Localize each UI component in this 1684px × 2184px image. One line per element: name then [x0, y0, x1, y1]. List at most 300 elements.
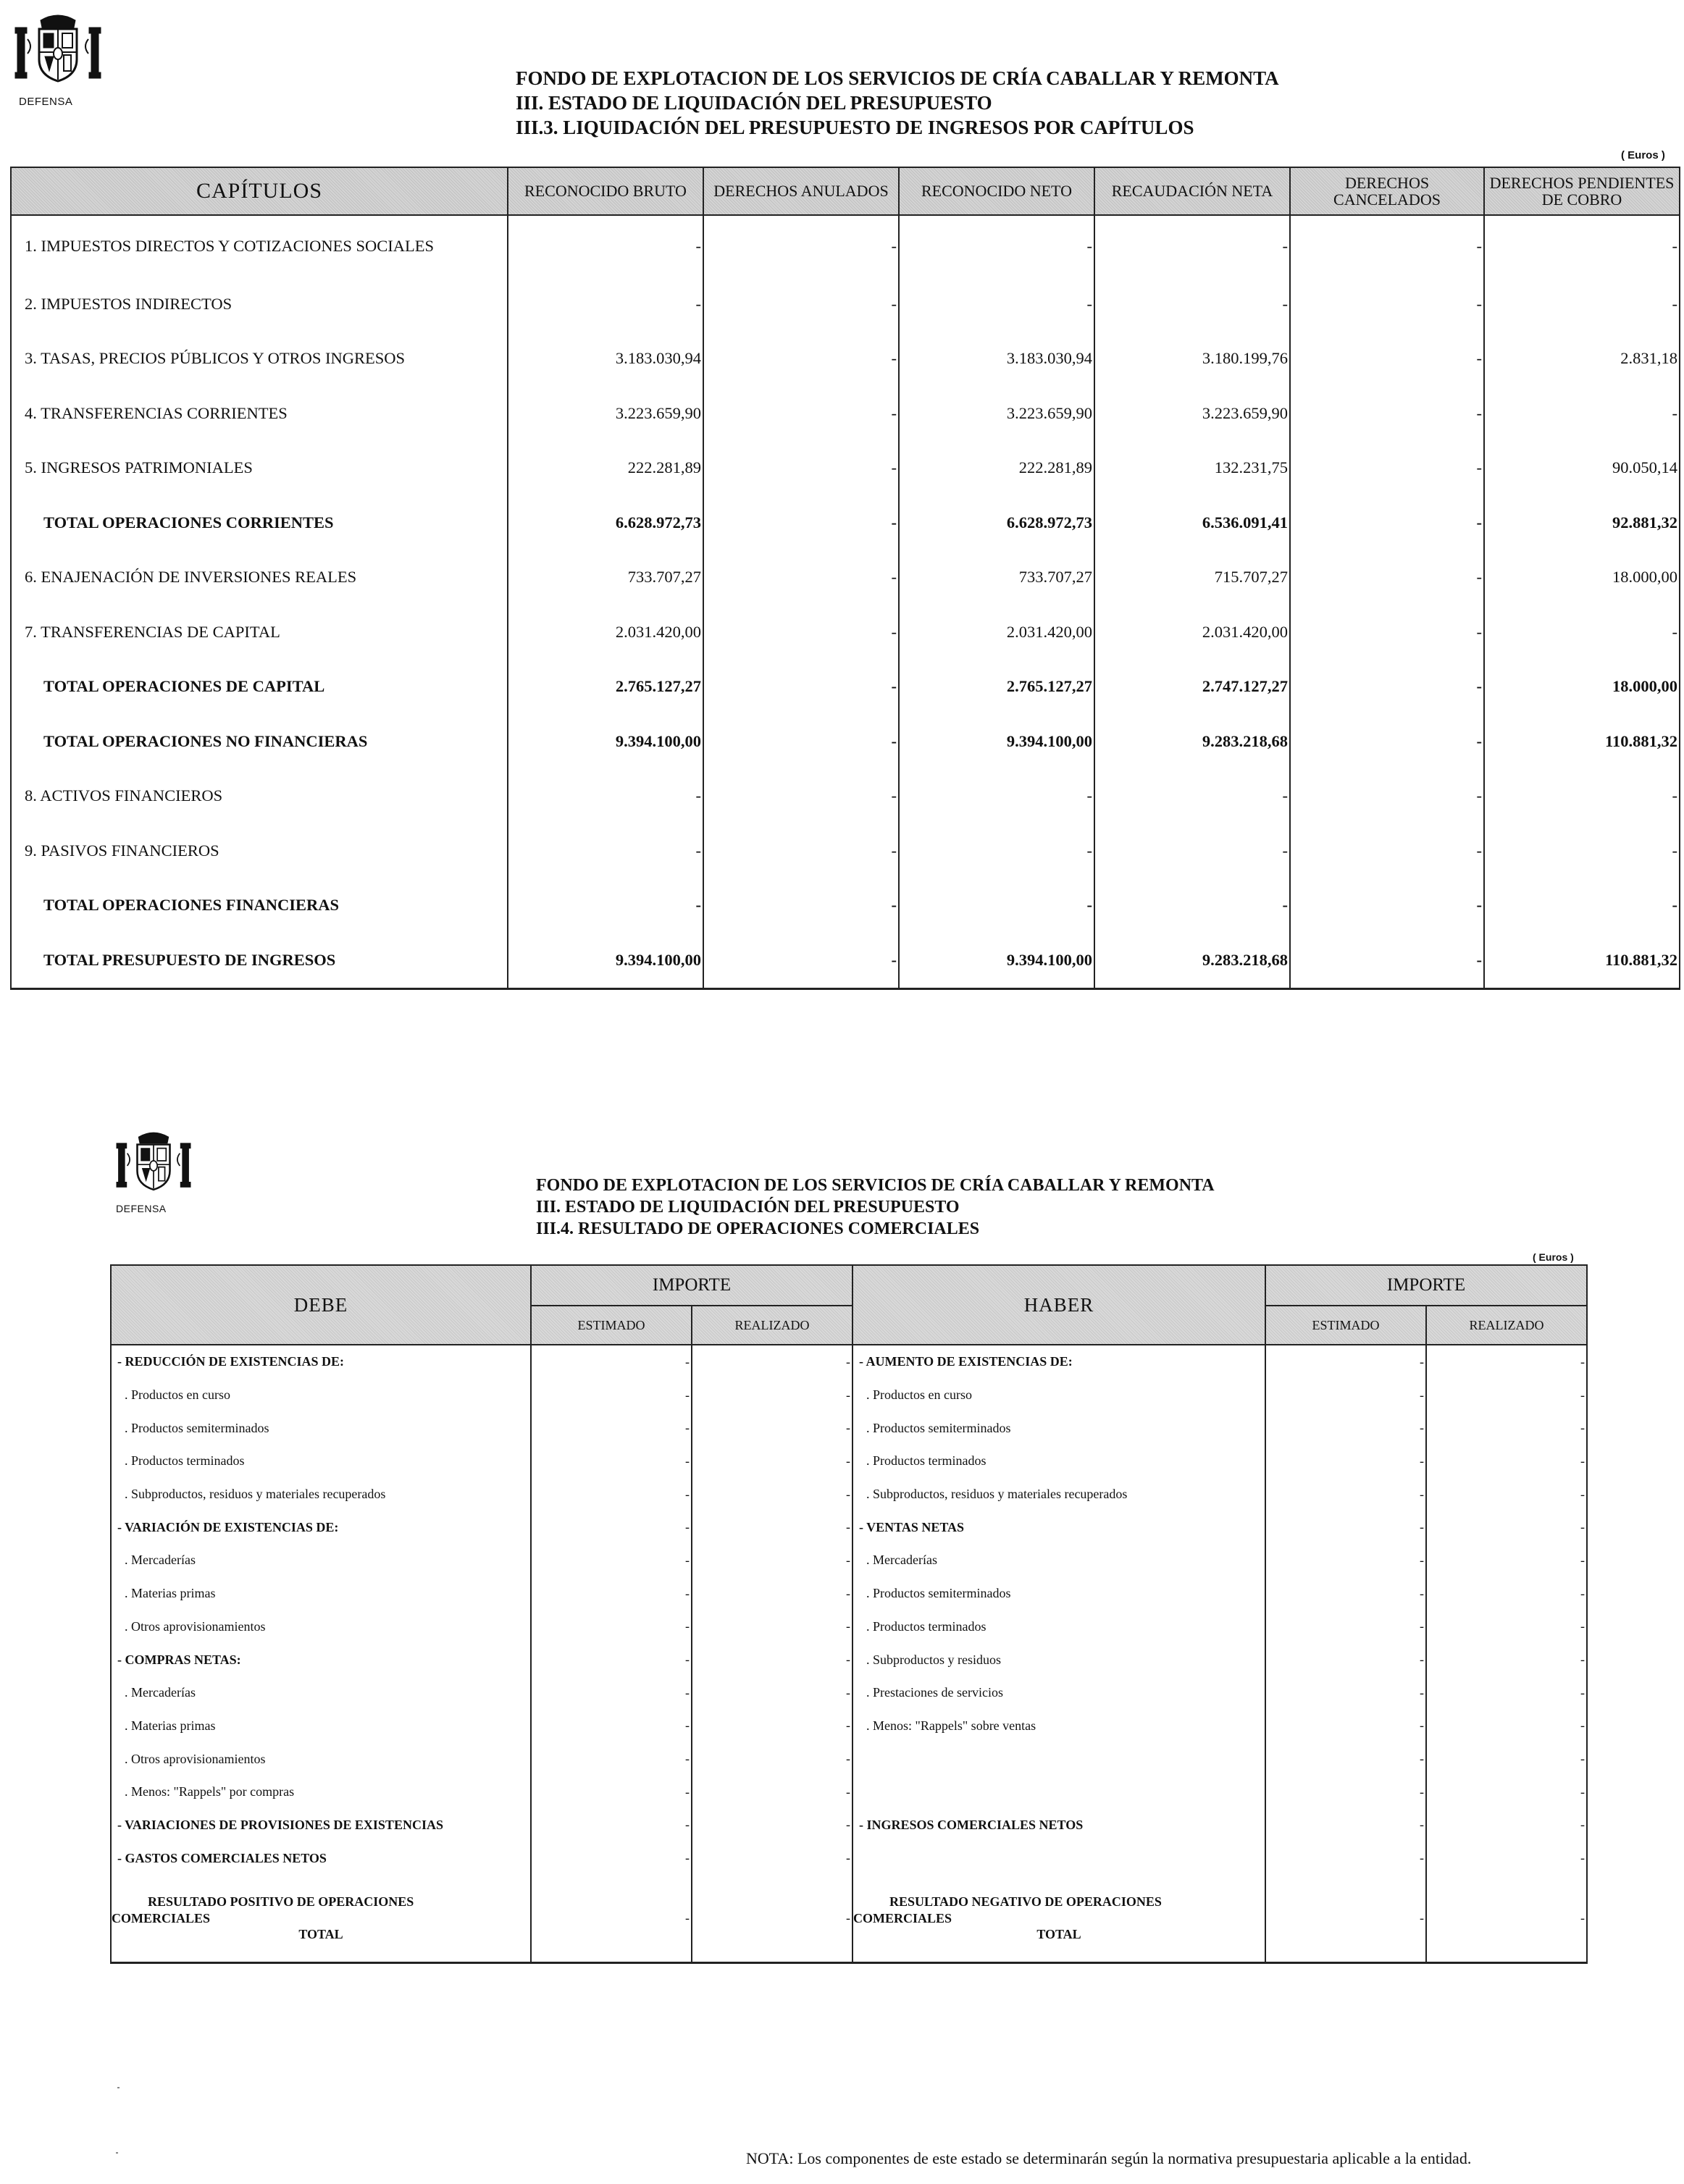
account-label: [853, 1776, 1265, 1809]
empty-value-dash: -: [891, 950, 897, 969]
account-label: . Productos terminados: [853, 1610, 1265, 1644]
table-row: [11, 823, 1680, 878]
column-header: RECONOCIDO NETO: [899, 167, 1094, 215]
empty-value-dash: -: [1282, 896, 1288, 915]
empty-value-dash: -: [1420, 1718, 1424, 1733]
coat-of-arms-emblem: [13, 10, 103, 85]
empty-value-dash: -: [846, 1784, 850, 1799]
amount-cell: [531, 1643, 692, 1676]
empty-value-dash: -: [891, 731, 897, 750]
row-label: 8. ACTIVOS FINANCIEROS: [11, 769, 508, 824]
empty-value-dash: -: [1672, 896, 1677, 915]
table-header-row: [11, 167, 1680, 215]
value-cell: [1290, 215, 1484, 277]
account-label: . Productos terminados: [111, 1445, 531, 1478]
empty-value-dash: -: [685, 1817, 690, 1832]
result-label: [853, 1875, 1265, 1963]
account-label: - COMPRAS NETAS:: [111, 1643, 531, 1676]
empty-value-dash: -: [695, 786, 701, 805]
empty-value-dash: -: [685, 1784, 690, 1799]
amount-cell: [531, 1577, 692, 1610]
value-cell: 6.628.972,73: [508, 495, 703, 550]
row-label: 2. IMPUESTOS INDIRECTOS: [11, 277, 508, 332]
account-label: . Otros aprovisionamientos: [111, 1742, 531, 1776]
amount-cell: [1426, 1676, 1587, 1710]
value-cell: [1290, 332, 1484, 387]
value-cell: [899, 769, 1094, 824]
amount-cell: [1426, 1445, 1587, 1478]
empty-value-dash: -: [1420, 1519, 1424, 1534]
column-header: RECAUDACIÓN NETA: [1094, 167, 1290, 215]
column-header: DERECHOS ANULADOS: [703, 167, 899, 215]
value-cell: [703, 660, 899, 715]
empty-value-dash: -: [1580, 1553, 1585, 1568]
empty-value-dash: -: [685, 1685, 690, 1700]
value-cell: 2.747.127,27: [1094, 660, 1290, 715]
value-cell: 222.281,89: [508, 441, 703, 496]
realizado-header: REALIZADO: [1426, 1306, 1587, 1345]
debe-header: DEBE: [111, 1265, 531, 1345]
amount-cell: [1265, 1809, 1426, 1842]
value-cell: 3.183.030,94: [899, 332, 1094, 387]
account-label: . Mercaderías: [111, 1676, 531, 1710]
result-label-line: COMERCIALES: [853, 1910, 952, 1925]
account-label: [853, 1742, 1265, 1776]
empty-value-dash: -: [685, 1487, 690, 1502]
result-row: [111, 1875, 1587, 1963]
estimado-header: ESTIMADO: [531, 1306, 692, 1345]
empty-value-dash: -: [685, 1850, 690, 1865]
value-cell: 3.223.659,90: [899, 386, 1094, 441]
empty-value-dash: -: [1580, 1420, 1585, 1435]
empty-value-dash: -: [846, 1751, 850, 1766]
empty-value-dash: -: [1672, 294, 1677, 313]
amount-cell: [1265, 1577, 1426, 1610]
value-cell: 2.031.420,00: [899, 605, 1094, 660]
empty-value-dash: -: [1282, 786, 1288, 805]
amount-cell: [531, 1710, 692, 1743]
value-cell: [1484, 386, 1680, 441]
report-title-line: III. ESTADO DE LIQUIDACIÓN DEL PRESUPUESTO: [536, 1198, 960, 1217]
amount-cell: [692, 1379, 853, 1412]
amount-cell: [1426, 1776, 1587, 1809]
table-row: [111, 1742, 1587, 1776]
amount-cell: [1265, 1478, 1426, 1511]
value-cell: 110.881,32: [1484, 714, 1680, 769]
account-label: - GASTOS COMERCIALES NETOS: [111, 1841, 531, 1875]
value-cell: 715.707,27: [1094, 550, 1290, 605]
amount-cell: [531, 1875, 692, 1963]
value-cell: [508, 215, 703, 277]
empty-value-dash: -: [1580, 1519, 1585, 1534]
table-row: [111, 1776, 1587, 1809]
value-cell: 9.394.100,00: [508, 933, 703, 988]
account-label: . Materias primas: [111, 1577, 531, 1610]
amount-cell: [531, 1379, 692, 1412]
value-cell: [1484, 769, 1680, 824]
column-header: DERECHOS CANCELADOS: [1290, 167, 1484, 215]
empty-value-dash: -: [1420, 1652, 1424, 1667]
account-label: . Productos terminados: [853, 1445, 1265, 1478]
empty-value-dash: -: [1420, 1910, 1424, 1925]
value-cell: [508, 277, 703, 332]
empty-value-dash: -: [846, 1487, 850, 1502]
amount-cell: [1426, 1511, 1587, 1544]
scan-speck: [116, 2152, 118, 2154]
amount-cell: [531, 1776, 692, 1809]
value-cell: [703, 332, 899, 387]
report-title-line: III.4. RESULTADO DE OPERACIONES COMERCIALES: [536, 1219, 980, 1238]
empty-value-dash: -: [1476, 349, 1482, 368]
amount-cell: [531, 1411, 692, 1445]
amount-cell: [1426, 1841, 1587, 1875]
amount-cell: [692, 1345, 853, 1379]
value-cell: 9.283.218,68: [1094, 933, 1290, 988]
result-label-line: RESULTADO NEGATIVO DE OPERACIONES: [889, 1894, 1162, 1910]
amount-cell: [1426, 1610, 1587, 1644]
empty-value-dash: -: [695, 896, 701, 915]
table-row: [11, 386, 1680, 441]
amount-cell: [1426, 1544, 1587, 1577]
empty-value-dash: -: [1420, 1751, 1424, 1766]
amount-cell: [1265, 1875, 1426, 1963]
empty-value-dash: -: [1420, 1817, 1424, 1832]
empty-value-dash: -: [891, 294, 897, 313]
value-cell: [1290, 277, 1484, 332]
amount-cell: [1426, 1577, 1587, 1610]
empty-value-dash: -: [1086, 841, 1092, 860]
table-row: [111, 1478, 1587, 1511]
amount-cell: [1265, 1841, 1426, 1875]
realizado-header: REALIZADO: [692, 1306, 853, 1345]
value-cell: [703, 605, 899, 660]
account-label: [853, 1841, 1265, 1875]
table-row: [111, 1577, 1587, 1610]
account-label: . Productos semiterminados: [111, 1411, 531, 1445]
amount-cell: [531, 1610, 692, 1644]
value-cell: [703, 714, 899, 769]
amount-cell: [1426, 1875, 1587, 1963]
value-cell: [1094, 769, 1290, 824]
amount-cell: [692, 1841, 853, 1875]
empty-value-dash: -: [685, 1387, 690, 1403]
empty-value-dash: -: [1476, 841, 1482, 860]
value-cell: [899, 878, 1094, 933]
amount-cell: [1265, 1445, 1426, 1478]
table-row: [111, 1345, 1587, 1379]
table-row: [111, 1544, 1587, 1577]
amount-cell: [531, 1445, 692, 1478]
value-cell: 733.707,27: [508, 550, 703, 605]
empty-value-dash: -: [846, 1453, 850, 1469]
row-label: 4. TRANSFERENCIAS CORRIENTES: [11, 386, 508, 441]
table-row: [11, 277, 1680, 332]
empty-value-dash: -: [1420, 1784, 1424, 1799]
empty-value-dash: -: [1420, 1850, 1424, 1865]
table-row: [11, 933, 1680, 988]
value-cell: [1290, 933, 1484, 988]
empty-value-dash: -: [1580, 1354, 1585, 1369]
empty-value-dash: -: [1420, 1685, 1424, 1700]
table-row: [111, 1841, 1587, 1875]
amount-cell: [531, 1809, 692, 1842]
empty-value-dash: -: [685, 1618, 690, 1634]
report-title-block: [536, 1175, 1215, 1240]
table-row: [11, 332, 1680, 387]
value-cell: [1290, 878, 1484, 933]
account-label: . Subproductos, residuos y materiales recuperados: [111, 1478, 531, 1511]
account-label: . Productos en curso: [853, 1379, 1265, 1412]
table-row: [11, 550, 1680, 605]
empty-value-dash: -: [685, 1453, 690, 1469]
amount-cell: [692, 1776, 853, 1809]
value-cell: 222.281,89: [899, 441, 1094, 496]
report-title-line: FONDO DE EXPLOTACION DE LOS SERVICIOS DE CRÍA CABALLAR Y REMONTA: [536, 1176, 1215, 1195]
empty-value-dash: -: [1580, 1685, 1585, 1700]
amount-cell: [531, 1511, 692, 1544]
value-cell: [1094, 277, 1290, 332]
value-cell: [1290, 495, 1484, 550]
value-cell: 733.707,27: [899, 550, 1094, 605]
report-title-block: [516, 67, 1279, 140]
empty-value-dash: -: [1476, 458, 1482, 477]
result-label-line: TOTAL: [298, 1927, 343, 1942]
table-row: [111, 1511, 1587, 1544]
amount-cell: [692, 1577, 853, 1610]
value-cell: [703, 550, 899, 605]
empty-value-dash: -: [1476, 513, 1482, 532]
amount-cell: [692, 1610, 853, 1644]
amount-cell: [692, 1511, 853, 1544]
account-label: . Mercaderías: [853, 1544, 1265, 1577]
table-header-row: [111, 1265, 1587, 1306]
value-cell: 18.000,00: [1484, 660, 1680, 715]
empty-value-dash: -: [1476, 677, 1482, 696]
table-row: [11, 605, 1680, 660]
value-cell: 2.831,18: [1484, 332, 1680, 387]
empty-value-dash: -: [1420, 1586, 1424, 1601]
empty-value-dash: -: [1476, 294, 1482, 313]
empty-value-dash: -: [1672, 622, 1677, 641]
value-cell: [1290, 660, 1484, 715]
empty-value-dash: -: [685, 1553, 690, 1568]
empty-value-dash: -: [891, 896, 897, 915]
currency-unit-label: ( Euros ): [1533, 1251, 1574, 1263]
value-cell: [1484, 277, 1680, 332]
empty-value-dash: -: [1086, 896, 1092, 915]
currency-unit-label: ( Euros ): [1621, 149, 1665, 161]
value-cell: [1290, 550, 1484, 605]
empty-value-dash: -: [891, 513, 897, 532]
row-label: 7. TRANSFERENCIAS DE CAPITAL: [11, 605, 508, 660]
value-cell: [703, 386, 899, 441]
result-label-line: RESULTADO POSITIVO DE OPERACIONES: [148, 1894, 414, 1910]
table-row: [11, 441, 1680, 496]
empty-value-dash: -: [1420, 1420, 1424, 1435]
empty-value-dash: -: [1580, 1586, 1585, 1601]
value-cell: 18.000,00: [1484, 550, 1680, 605]
row-label: TOTAL OPERACIONES FINANCIERAS: [11, 878, 508, 933]
empty-value-dash: -: [846, 1387, 850, 1403]
budget-income-table: [10, 167, 1680, 990]
empty-value-dash: -: [1580, 1618, 1585, 1634]
empty-value-dash: -: [1420, 1354, 1424, 1369]
empty-value-dash: -: [695, 237, 701, 255]
ministry-label: DEFENSA: [19, 96, 73, 108]
value-cell: [1094, 823, 1290, 878]
value-cell: [1290, 714, 1484, 769]
value-cell: 6.628.972,73: [899, 495, 1094, 550]
account-label: . Subproductos, residuos y materiales recuperados: [853, 1478, 1265, 1511]
report-title-line: III.3. LIQUIDACIÓN DEL PRESUPUESTO DE INGRESOS POR CAPÍTULOS: [516, 116, 1194, 138]
empty-value-dash: -: [846, 1718, 850, 1733]
value-cell: [508, 878, 703, 933]
commercial-operations-table: [110, 1264, 1588, 1964]
empty-value-dash: -: [1420, 1453, 1424, 1469]
empty-value-dash: -: [846, 1685, 850, 1700]
value-cell: [1484, 215, 1680, 277]
empty-value-dash: -: [685, 1354, 690, 1369]
value-cell: [1484, 823, 1680, 878]
amount-cell: [1265, 1379, 1426, 1412]
account-label: - REDUCCIÓN DE EXISTENCIAS DE:: [111, 1345, 531, 1379]
amount-cell: [531, 1841, 692, 1875]
amount-cell: [1265, 1345, 1426, 1379]
empty-value-dash: -: [1420, 1487, 1424, 1502]
table-row: [11, 660, 1680, 715]
empty-value-dash: -: [1580, 1910, 1585, 1925]
row-label: 1. IMPUESTOS DIRECTOS Y COTIZACIONES SOCIALES: [11, 215, 508, 277]
empty-value-dash: -: [891, 677, 897, 696]
amount-cell: [692, 1710, 853, 1743]
table-row: [11, 215, 1680, 277]
empty-value-dash: -: [891, 403, 897, 422]
empty-value-dash: -: [891, 568, 897, 587]
table-row: [111, 1676, 1587, 1710]
account-label: - INGRESOS COMERCIALES NETOS: [853, 1809, 1265, 1842]
value-cell: 2.031.420,00: [508, 605, 703, 660]
importe-header: IMPORTE: [531, 1265, 853, 1306]
empty-value-dash: -: [846, 1519, 850, 1534]
empty-value-dash: -: [846, 1420, 850, 1435]
value-cell: [703, 933, 899, 988]
empty-value-dash: -: [685, 1751, 690, 1766]
row-label: 9. PASIVOS FINANCIEROS: [11, 823, 508, 878]
empty-value-dash: -: [846, 1354, 850, 1369]
empty-value-dash: -: [685, 1910, 690, 1925]
empty-value-dash: -: [1282, 237, 1288, 255]
empty-value-dash: -: [846, 1910, 850, 1925]
amount-cell: [1426, 1710, 1587, 1743]
column-header: CAPÍTULOS: [11, 167, 508, 215]
value-cell: 110.881,32: [1484, 933, 1680, 988]
value-cell: [703, 495, 899, 550]
amount-cell: [1265, 1742, 1426, 1776]
empty-value-dash: -: [695, 841, 701, 860]
empty-value-dash: -: [685, 1420, 690, 1435]
value-cell: 9.394.100,00: [508, 714, 703, 769]
row-label: TOTAL OPERACIONES CORRIENTES: [11, 495, 508, 550]
empty-value-dash: -: [846, 1618, 850, 1634]
footnote: NOTA: Los componentes de este estado se determinarán según la normativa presupuestaria aplicable a la entidad.: [746, 2149, 1472, 2167]
result-label-line: TOTAL: [1036, 1927, 1081, 1942]
empty-value-dash: -: [1086, 786, 1092, 805]
amount-cell: [692, 1676, 853, 1710]
value-cell: 9.394.100,00: [899, 933, 1094, 988]
value-cell: [1484, 878, 1680, 933]
empty-value-dash: -: [1420, 1618, 1424, 1634]
value-cell: [703, 441, 899, 496]
empty-value-dash: -: [1580, 1850, 1585, 1865]
empty-value-dash: -: [1476, 896, 1482, 915]
empty-value-dash: -: [1420, 1553, 1424, 1568]
account-label: . Productos semiterminados: [853, 1577, 1265, 1610]
empty-value-dash: -: [846, 1586, 850, 1601]
table-row: [111, 1809, 1587, 1842]
empty-value-dash: -: [1086, 294, 1092, 313]
coat-of-arms-emblem: [114, 1128, 193, 1193]
empty-value-dash: -: [685, 1718, 690, 1733]
empty-value-dash: -: [891, 841, 897, 860]
empty-value-dash: -: [891, 349, 897, 368]
amount-cell: [1265, 1411, 1426, 1445]
empty-value-dash: -: [695, 294, 701, 313]
ministry-label: DEFENSA: [116, 1203, 167, 1214]
account-label: . Materias primas: [111, 1710, 531, 1743]
row-label: 6. ENAJENACIÓN DE INVERSIONES REALES: [11, 550, 508, 605]
account-label: . Menos: "Rappels" sobre ventas: [853, 1710, 1265, 1743]
empty-value-dash: -: [1476, 237, 1482, 255]
empty-value-dash: -: [1672, 403, 1677, 422]
amount-cell: [531, 1676, 692, 1710]
empty-value-dash: -: [846, 1652, 850, 1667]
empty-value-dash: -: [1420, 1387, 1424, 1403]
empty-value-dash: -: [1580, 1817, 1585, 1832]
empty-value-dash: -: [1476, 950, 1482, 969]
amount-cell: [1426, 1742, 1587, 1776]
value-cell: [1290, 605, 1484, 660]
value-cell: [508, 823, 703, 878]
amount-cell: [531, 1478, 692, 1511]
empty-value-dash: -: [1580, 1652, 1585, 1667]
empty-value-dash: -: [1672, 237, 1677, 255]
value-cell: 6.536.091,41: [1094, 495, 1290, 550]
value-cell: [1484, 605, 1680, 660]
result-label: [111, 1875, 531, 1963]
empty-value-dash: -: [685, 1652, 690, 1667]
table-row: [111, 1445, 1587, 1478]
table-row: [111, 1610, 1587, 1644]
empty-value-dash: -: [1282, 294, 1288, 313]
value-cell: 3.180.199,76: [1094, 332, 1290, 387]
estimado-header: ESTIMADO: [1265, 1306, 1426, 1345]
empty-value-dash: -: [685, 1586, 690, 1601]
value-cell: 3.183.030,94: [508, 332, 703, 387]
empty-value-dash: -: [1476, 403, 1482, 422]
column-header: RECONOCIDO BRUTO: [508, 167, 703, 215]
account-label: . Prestaciones de servicios: [853, 1676, 1265, 1710]
value-cell: [899, 215, 1094, 277]
amount-cell: [692, 1445, 853, 1478]
amount-cell: [1426, 1809, 1587, 1842]
account-label: . Otros aprovisionamientos: [111, 1610, 531, 1644]
haber-header: HABER: [853, 1265, 1265, 1345]
amount-cell: [1265, 1610, 1426, 1644]
empty-value-dash: -: [685, 1519, 690, 1534]
value-cell: [1290, 823, 1484, 878]
empty-value-dash: -: [891, 786, 897, 805]
amount-cell: [1265, 1776, 1426, 1809]
